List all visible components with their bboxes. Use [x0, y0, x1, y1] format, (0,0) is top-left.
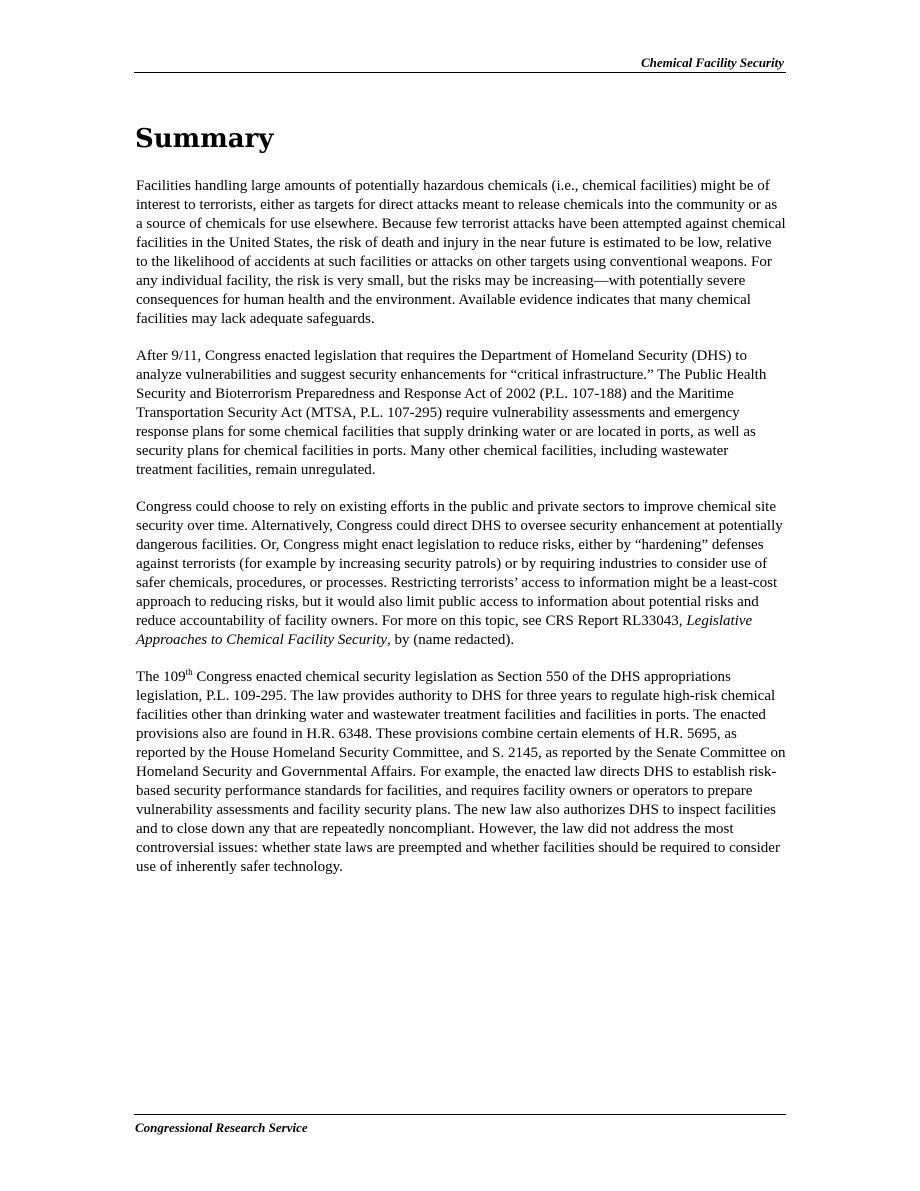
- page-header: [134, 55, 786, 73]
- paragraph-4-start: The 109: [136, 669, 186, 685]
- paragraph-4-rest: Congress enacted chemical security legislation as Section 550 of the DHS appropriations legislation, P.L. 109-295. The law provides authority to DHS for three years to regulate high-risk chemical facilities other than drinking water and wastewater treatment facilities and facilities in ports. The enacted provisions also are found in H.R. 6348. These provisions combine certain elements of H.R. 5695, as reported by the House Homeland Security Committee, and S. 2145, as reported by the Senate Committee on Homeland Security and Governmental Affairs. For example, the enacted law directs DHS to establish risk-based security performance standards for facilities, and requires facility owners or operators to prepare vulnerability assessments and facility security plans. The new law also authorizes DHS to inspect facilities and to close down any that are repeatedly noncompliant. However, the law did not address the most controversial issues: whether state laws are preempted and whether facilities should be required to consider use of inherently safer technology.: [136, 669, 786, 875]
- paragraph-1: Facilities handling large amounts of potentially hazardous chemicals (i.e., chemical facilities) might be of interest to terrorists, either as targets for direct attacks meant to release chemicals into the community or as a source of chemicals for use elsewhere. Because few terrorist attacks have been attempted against chemical facilities in the United States, the risk of death and injury in the near future is estimated to be low, relative to the likelihood of accidents at such facilities or attacks on other targets using conventional weapons. For any individual facility, the risk is very small, but the risks may be increasing—with potentially severe consequences for human health and the environment. Available evidence indicates that many chemical facilities may lack adequate safeguards.: [136, 178, 786, 327]
- paragraph-2: After 9/11, Congress enacted legislation that requires the Department of Homeland Security (DHS) to analyze vulnerabilities and suggest security enhancements for “critical infrastructure.” The Public Health Security and Bioterrorism Preparedness and Response Act of 2002 (P.L. 107-188) and the Maritime Transportation Security Act (MTSA, P.L. 107-295) require vulnerability assessments and emergency response plans for some chemical facilities that supply drinking water or are located in ports, as well as security plans for chemical facilities in ports. Many other chemical facilities, including wastewater treatment facilities, remain unregulated.: [136, 348, 767, 478]
- page-footer: [134, 1114, 786, 1135]
- footer-text: Congressional Research Service: [135, 1120, 308, 1135]
- header-title: Chemical Facility Security: [641, 55, 784, 70]
- summary-body: [136, 177, 786, 895]
- summary-heading: Summary: [135, 124, 274, 154]
- report-title: Legislative Approaches to Chemical Facility Security: [136, 613, 753, 648]
- paragraph-3-end: , by (name redacted).: [387, 632, 515, 648]
- ordinal-superscript: th: [185, 667, 193, 677]
- paragraph-4: [136, 668, 786, 877]
- paragraph-3-text: Congress could choose to rely on existing efforts in the public and private sectors to improve chemical site security over time. Alternatively, Congress could direct DHS to oversee security enhancement at potentially dangerous facilities. Or, Congress might enact legislation to reduce risks, either by “hardening” defenses against terrorists (for example by increasing security patrols) or by requiring industries to consider use of safer chemicals, procedures, or processes. Restricting terrorists’ access to information might be a least-cost approach to reducing risks, but it would also limit public access to information about potential risks and reduce accountability of facility owners. For more on this topic, see CRS Report RL33043,: [136, 499, 783, 629]
- paragraph-3: [136, 498, 786, 650]
